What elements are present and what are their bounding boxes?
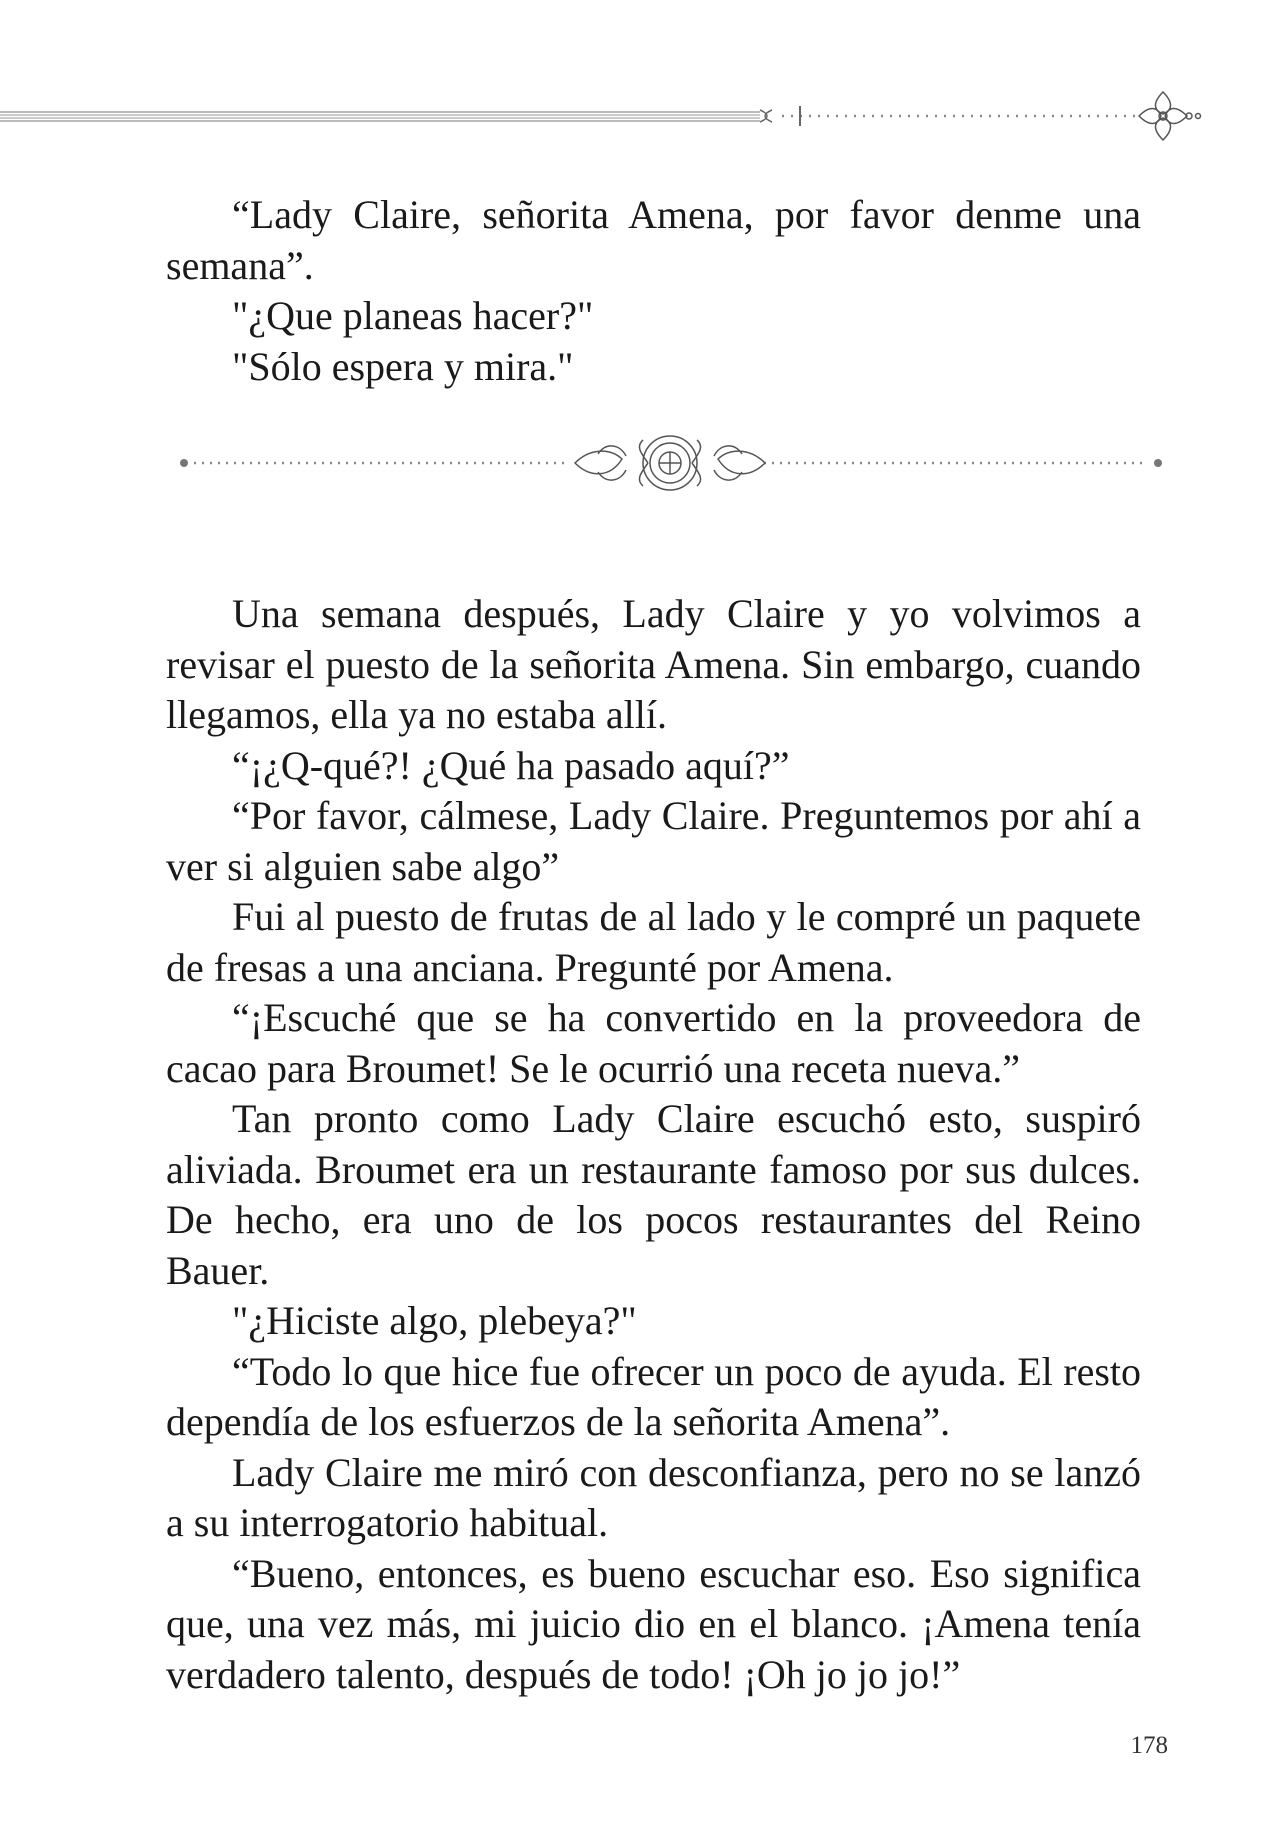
paragraph: “Lady Claire, señorita Amena, por favor denme una semana”.	[166, 192, 1141, 288]
paragraph: Tan pronto como Lady Claire escuchó esto, suspiró aliviada. Broumet era un restaurante famoso por sus dulces. De hecho, era uno de los pocos restaurantes del Reino Bauer.	[166, 1096, 1141, 1293]
paragraph: “¡Escuché que se ha convertido en la proveedora de cacao para Broumet! Se le ocurrió una receta nueva.”	[166, 995, 1141, 1091]
scene-break-ornament	[170, 432, 1170, 498]
paragraph: "¿Hiciste algo, plebeya?"	[232, 1298, 637, 1343]
paragraph: Fui al puesto de frutas de al lado y le compré un paquete de fresas a una anciana. Pregunté por Amena.	[166, 894, 1141, 990]
text-block-top	[166, 190, 1141, 392]
paragraph: Una semana después, Lady Claire y yo volvimos a revisar el puesto de la señorita Amena. Sin embargo, cuando llegamos, ella ya no estaba allí.	[166, 591, 1141, 737]
paragraph: "¿Que planeas hacer?"	[232, 293, 594, 338]
paragraph: “Por favor, cálmese, Lady Claire. Preguntemos por ahí a ver si alguien sabe algo”	[166, 793, 1141, 889]
paragraph: "Sólo espera y mira."	[232, 343, 574, 389]
text-block-bottom	[166, 589, 1141, 1700]
paragraph: Lady Claire me miró con desconfianza, pero no se lanzó a su interrogatorio habitual.	[166, 1449, 1141, 1545]
paragraph: “¡¿Q-qué?! ¿Qué ha pasado aquí?”	[232, 742, 790, 788]
paragraph: “Bueno, entonces, es bueno escuchar eso. Eso significa que, una vez más, mi juicio dio en el blanco. ¡Amena tenía verdadero talento, después de todo! ¡Oh jo jo jo!”	[166, 1550, 1141, 1697]
page-number: 178	[1130, 1732, 1168, 1759]
header-ornament	[0, 86, 1280, 146]
paragraph: “Todo lo que hice fue ofrecer un poco de ayuda. El resto dependía de los esfuerzos de la señorita Amena”.	[166, 1348, 1141, 1444]
